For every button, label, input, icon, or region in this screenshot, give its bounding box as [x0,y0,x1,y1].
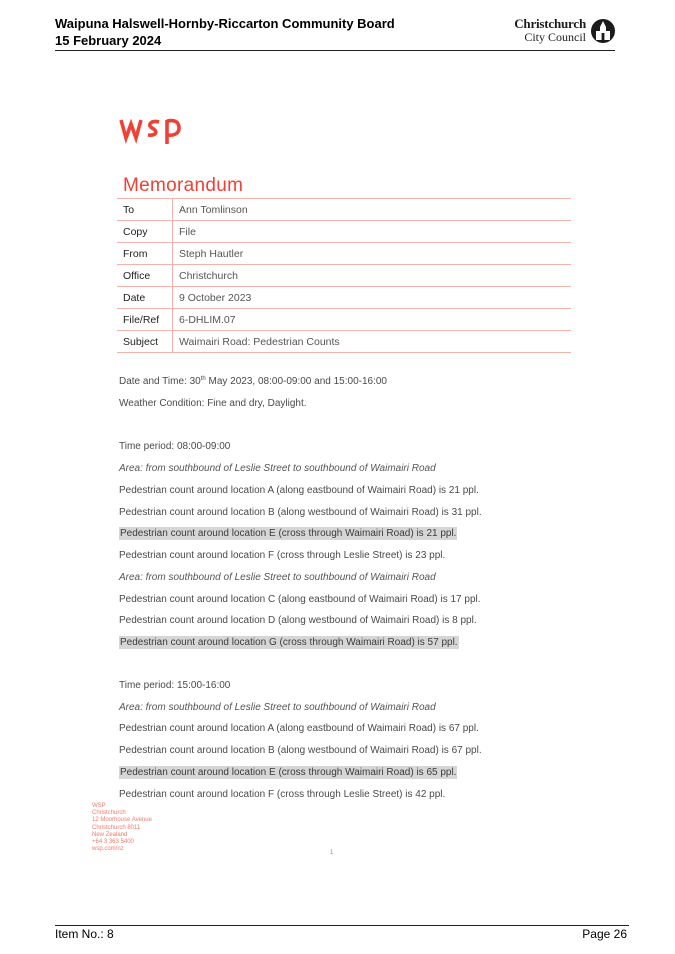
memo-row-office [117,265,571,287]
cathedral-icon [590,18,616,44]
address-line: WSP [92,803,106,809]
field-value: Waimairi Road: Pedestrian Counts [173,331,572,353]
council-logo-line2: City Council [524,30,586,44]
morning-count-a: Pedestrian count around location A (along eastbound of Waimairi Road) is 21 ppl. [119,485,479,496]
page-number: Page 26 [582,927,627,941]
morning-count-d: Pedestrian count around location D (along westbound of Waimairi Road) is 8 ppl. [119,615,477,626]
field-value: Christchurch [173,265,572,287]
board-title: Waipuna Halswell-Hornby-Riccarton Community Board [55,16,395,31]
footer-divider [55,925,629,926]
field-label: To [117,199,173,221]
afternoon-count-b: Pedestrian count around location B (along westbound of Waimairi Road) is 67 ppl. [119,745,482,756]
afternoon-count-f: Pedestrian count around location F (cross through Leslie Street) is 42 ppl. [119,789,446,800]
morning-count-g: Pedestrian count around location G (cross through Waimairi Road) is 57 ppl. [120,637,458,648]
meeting-date: 15 February 2024 [55,33,162,48]
afternoon-count-e: Pedestrian count around location E (cross through Waimairi Road) is 65 ppl. [120,767,457,778]
memo-row-from [117,243,571,265]
field-label: Office [117,265,173,287]
address-line: New Zealand [92,831,128,838]
address-line: 12 Moorhouse Avenue [92,817,152,824]
memo-row-fileref [117,309,571,331]
item-number: Item No.: 8 [55,927,114,941]
morning-count-c: Pedestrian count around location C (along eastbound of Waimairi Road) is 17 ppl. [119,594,481,605]
memo-row-subject [117,331,571,353]
memo-row-to [117,199,571,221]
wsp-logo [119,114,183,146]
afternoon-time-period: Time period: 15:00-16:00 [119,680,231,691]
morning-count-b: Pedestrian count around location B (along westbound of Waimairi Road) is 31 ppl. [119,507,482,518]
morning-area-1: Area: from southbound of Leslie Street to southbound of Waimairi Road [119,463,436,474]
address-line: Christchurch [92,810,126,817]
council-logo [514,17,618,47]
field-value: Ann Tomlinson [173,199,572,221]
field-value: Steph Hautler [173,243,572,265]
header-divider [55,50,615,51]
memo-details-table [117,198,571,353]
field-label: From [117,243,173,265]
afternoon-area-1: Area: from southbound of Leslie Street to southbound of Waimairi Road [119,702,436,713]
address-line: wsp.com/nz [92,846,124,853]
memo-row-copy [117,221,571,243]
field-label: Subject [117,331,173,353]
weather-condition: Weather Condition: Fine and dry, Daylight. [119,398,307,409]
memo-page-number: 1 [330,850,334,856]
morning-count-f: Pedestrian count around location F (cross through Leslie Street) is 23 ppl. [119,550,446,561]
field-value: File [173,221,572,243]
field-value: 9 October 2023 [173,287,572,309]
field-label: Date [117,287,173,309]
address-line: +64 3 363 5400 [92,839,134,846]
field-label: File/Ref [117,309,173,331]
memo-row-date [117,287,571,309]
field-value: 6-DHLIM.07 [173,309,572,331]
wsp-address-block [92,803,152,853]
afternoon-count-a: Pedestrian count around location A (along eastbound of Waimairi Road) is 67 ppl. [119,723,479,734]
morning-area-2: Area: from southbound of Leslie Street to southbound of Waimairi Road [119,572,436,583]
council-logo-line1: Christchurch [514,16,586,31]
morning-time-period: Time period: 08:00-09:00 [119,441,231,452]
address-line: Christchurch 8011 [92,824,141,831]
memo-title: Memorandum [123,175,244,196]
date-and-time: Date and Time: 30th May 2023, 08:00-09:00 and 15:00-16:00 [119,376,387,387]
field-label: Copy [117,221,173,243]
morning-count-e: Pedestrian count around location E (cross through Waimairi Road) is 21 ppl. [120,528,457,539]
